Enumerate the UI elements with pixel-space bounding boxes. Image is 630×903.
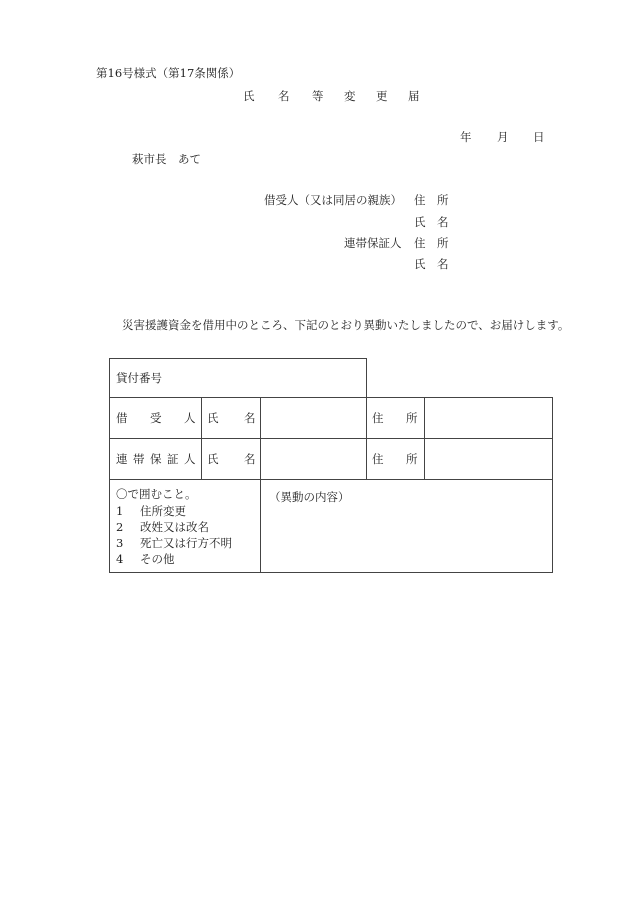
body-text: 災害援護資金を借用中のところ、下記のとおり異動いたしましたので、お届けします。 <box>122 318 570 332</box>
title-char: 氏 <box>243 89 255 103</box>
name-label-char: 名 <box>437 215 449 229</box>
label-char: 人 <box>184 411 196 425</box>
table-border <box>109 358 367 359</box>
table-border <box>109 438 553 439</box>
day-label: 日 <box>533 130 545 144</box>
table-border <box>260 397 261 573</box>
address-char: 所 <box>406 452 418 466</box>
borrower-address-field[interactable] <box>426 399 551 437</box>
borrower-label: 借受人（又は同居の親族） <box>264 193 402 207</box>
name-char: 名 <box>244 411 256 425</box>
name-label-char: 氏 <box>414 215 426 229</box>
name-char: 氏 <box>207 411 219 425</box>
table-border <box>109 358 110 573</box>
choice-number: 2 <box>116 520 124 534</box>
choice-heading: 〇で囲むこと。 <box>116 487 197 501</box>
address-label-char: 住 <box>414 236 426 250</box>
address-label-char: 所 <box>437 236 449 250</box>
choice-number: 4 <box>116 552 124 566</box>
name-label-char: 氏 <box>414 257 426 271</box>
title-char: 届 <box>408 89 420 103</box>
guarantor-address-field[interactable] <box>426 440 551 478</box>
choice-text[interactable]: 死亡又は行方不明 <box>140 536 232 550</box>
table-border <box>109 397 553 398</box>
table-border <box>424 397 425 479</box>
choice-number: 1 <box>116 504 124 518</box>
details-field[interactable] <box>262 506 551 570</box>
borrower-name-field[interactable] <box>262 399 365 437</box>
title-char: 変 <box>344 89 356 103</box>
table-border <box>109 479 553 480</box>
address-char: 住 <box>372 411 384 425</box>
title-char: 名 <box>278 89 290 103</box>
name-label-char: 名 <box>437 257 449 271</box>
address-label-char: 所 <box>437 193 449 207</box>
choice-text[interactable]: 住所変更 <box>140 504 186 518</box>
label-char: 証 <box>167 452 179 466</box>
label-char: 受 <box>150 411 162 425</box>
label-char: 保 <box>150 452 162 466</box>
name-char: 名 <box>244 452 256 466</box>
details-label: （異動の内容） <box>269 490 350 504</box>
label-char: 人 <box>184 452 196 466</box>
title-char: 更 <box>376 89 388 103</box>
address-label-char: 住 <box>414 193 426 207</box>
table-border <box>109 572 553 573</box>
choice-text[interactable]: その他 <box>140 552 175 566</box>
address-char: 所 <box>406 411 418 425</box>
label-char: 帯 <box>133 452 145 466</box>
address-char: 住 <box>372 452 384 466</box>
table-border <box>201 397 202 479</box>
form-number: 第16号様式（第17条関係） <box>96 66 241 80</box>
guarantor-name-field[interactable] <box>262 440 365 478</box>
label-char: 借 <box>116 411 128 425</box>
label-char: 連 <box>116 452 128 466</box>
name-char: 氏 <box>207 452 219 466</box>
choice-text[interactable]: 改姓又は改名 <box>140 520 209 534</box>
table-border <box>552 397 553 573</box>
addressee: 萩市長 あて <box>132 152 201 166</box>
choice-number: 3 <box>116 536 124 550</box>
year-label: 年 <box>460 130 472 144</box>
loan-number-label: 貸付番号 <box>116 371 162 385</box>
guarantor-label: 連帯保証人 <box>344 236 402 250</box>
month-label: 月 <box>497 130 509 144</box>
table-border <box>366 358 367 479</box>
title-char: 等 <box>312 89 324 103</box>
